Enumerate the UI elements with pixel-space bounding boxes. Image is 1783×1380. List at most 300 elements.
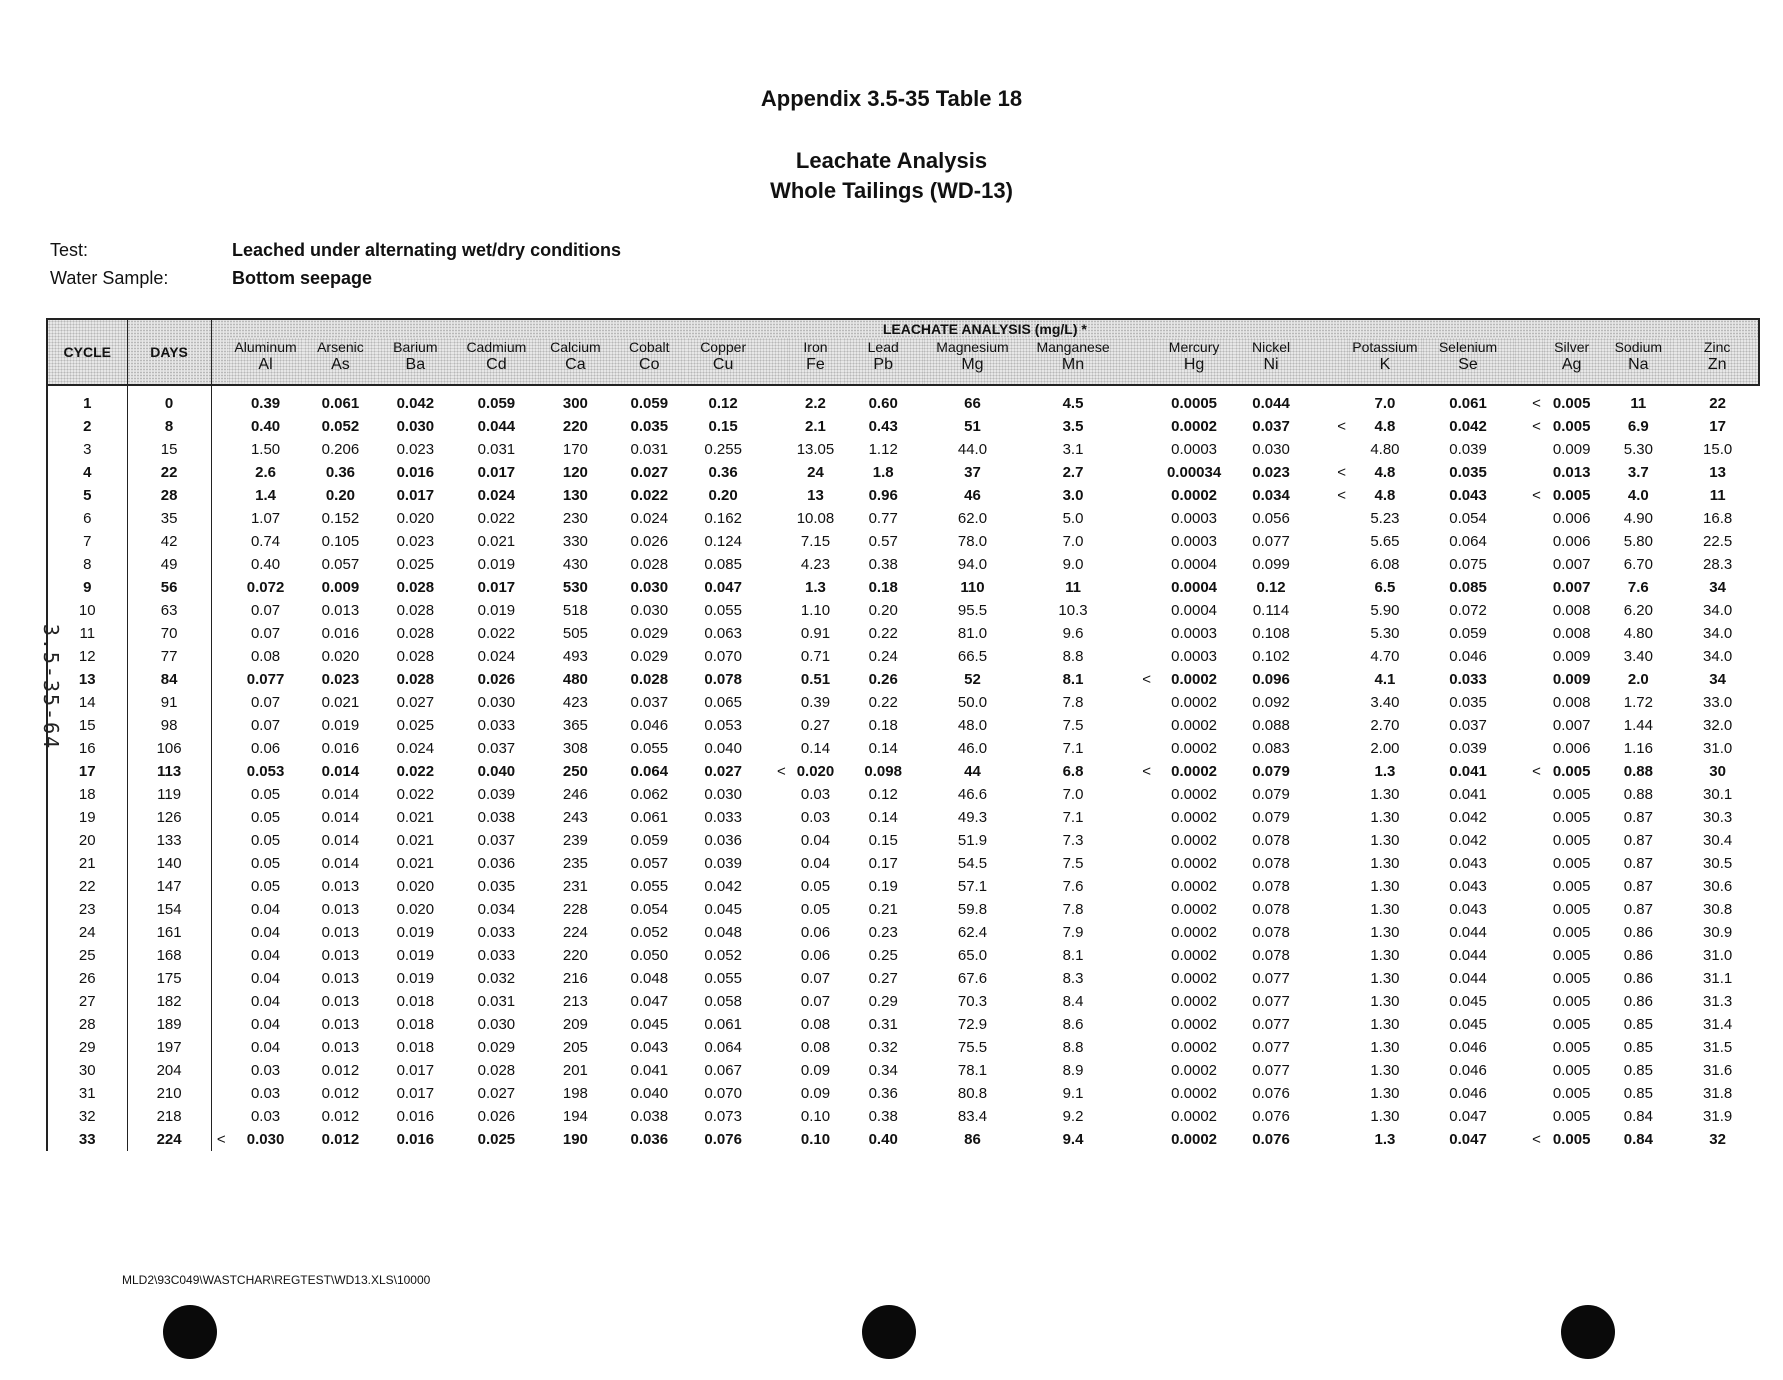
days-cell: 98 (127, 714, 211, 737)
value-cell: 0.0002 (1171, 993, 1218, 1010)
value-cell: 0.046 (1449, 1039, 1487, 1056)
value-cell: 1.3 (1374, 763, 1396, 780)
less-than-flag (1124, 944, 1153, 967)
value-cell: 49.3 (957, 809, 988, 826)
less-than-flag (211, 1105, 227, 1128)
value-cell: 0.077 (1252, 533, 1290, 550)
value-cell: 0.014 (321, 763, 360, 780)
value-cell: 0.024 (630, 510, 669, 527)
value-cell: 2.7 (1062, 464, 1084, 481)
value-cell: 0.043 (1449, 855, 1487, 872)
element-name-k: Potassium (1348, 338, 1422, 356)
leachate-table-container (46, 318, 1760, 1186)
value-cell: 0.008 (1552, 694, 1591, 711)
spacer-header (211, 338, 227, 356)
less-than-flag (1124, 1105, 1153, 1128)
value-cell: 198 (562, 1085, 588, 1102)
value-cell: 0.054 (630, 901, 669, 918)
less-than-flag (1124, 461, 1153, 484)
value-cell: 0.27 (868, 970, 898, 987)
value-cell: 0.079 (1252, 763, 1290, 780)
less-than-flag (211, 875, 227, 898)
value-cell: 0.14 (868, 809, 898, 826)
leachate-table (46, 318, 1760, 1151)
value-cell: 243 (562, 809, 588, 826)
value-cell: 0.023 (396, 533, 435, 550)
table-row (47, 415, 1759, 438)
element-name-ag: Silver (1543, 338, 1600, 356)
less-than-flag (1307, 990, 1348, 1013)
value-cell: 0.114 (1252, 602, 1290, 619)
table-row (47, 1082, 1759, 1105)
value-cell: 2.1 (805, 418, 826, 435)
less-than-flag (1514, 599, 1543, 622)
less-than-flag (759, 645, 788, 668)
less-than-flag (1307, 1082, 1348, 1105)
value-cell: 9.6 (1062, 625, 1084, 642)
table-subtitle: Leachate Analysis (795, 148, 988, 173)
value-cell: 0.033 (1449, 671, 1487, 688)
less-than-flag (211, 1082, 227, 1105)
less-than-flag (1124, 530, 1153, 553)
value-cell: 6.08 (1370, 556, 1400, 573)
value-cell: 0.08 (800, 1039, 831, 1056)
value-cell: 0.18 (868, 579, 898, 596)
value-cell: 0.019 (321, 717, 360, 734)
value-cell: 13 (807, 487, 824, 504)
less-than-flag (1514, 944, 1543, 967)
value-cell: 0.12 (708, 395, 738, 412)
less-than-flag (1514, 645, 1543, 668)
value-cell: 0.0002 (1171, 1016, 1218, 1033)
value-cell: 0.013 (321, 993, 360, 1010)
value-cell: 0.009 (1552, 671, 1591, 688)
value-cell: 0.88 (1623, 763, 1653, 780)
value-cell: 0.005 (1552, 1062, 1591, 1079)
cycle-cell: 2 (47, 415, 127, 438)
value-cell: 0.14 (868, 740, 898, 757)
less-than-flag (759, 622, 788, 645)
value-cell: 5.90 (1370, 602, 1400, 619)
days-header (127, 319, 211, 385)
value-cell: 423 (562, 694, 588, 711)
value-cell: 0.016 (396, 464, 435, 481)
value-cell: 11 (1709, 487, 1726, 504)
value-cell: 0.064 (1449, 533, 1487, 550)
days-cell: 8 (127, 415, 211, 438)
value-cell: 94.0 (957, 556, 988, 573)
value-cell: 0.050 (630, 947, 669, 964)
file-path-footer: MLD2\93C049\WASTCHAR\REGTEST\WD13.XLS\10000 (122, 1273, 431, 1287)
spacer-header (1307, 338, 1348, 356)
value-cell: 0.013 (321, 1039, 360, 1056)
value-cell: 0.005 (1552, 993, 1591, 1010)
value-cell: 5.80 (1623, 533, 1653, 550)
value-cell: 6.5 (1374, 579, 1396, 596)
value-cell: 1.30 (1370, 924, 1400, 941)
value-cell: 480 (562, 671, 588, 688)
value-cell: 0.044 (477, 418, 516, 435)
value-cell: 0.008 (1552, 602, 1591, 619)
value-cell: 0.0003 (1171, 533, 1218, 550)
value-cell: 0.00034 (1166, 464, 1222, 481)
value-cell: 32.0 (1703, 717, 1733, 734)
days-cell: 91 (127, 691, 211, 714)
less-than-flag (1124, 967, 1153, 990)
days-cell: 28 (127, 484, 211, 507)
value-cell: 30.9 (1703, 924, 1733, 941)
value-cell: 15.0 (1703, 441, 1733, 458)
value-cell: 31.8 (1703, 1085, 1733, 1102)
value-cell: 95.5 (957, 602, 988, 619)
value-cell: 0.019 (477, 556, 516, 573)
table-row (47, 967, 1759, 990)
less-than-flag (759, 461, 788, 484)
value-cell: 0.059 (630, 395, 669, 412)
value-cell: 0.04 (250, 1039, 281, 1056)
less-than-flag (759, 553, 788, 576)
value-cell: 0.0003 (1171, 441, 1218, 458)
value-cell: 0.088 (1252, 717, 1290, 734)
value-cell: 0.045 (1449, 993, 1487, 1010)
value-cell: 8.8 (1062, 1039, 1084, 1056)
value-cell: 0.029 (477, 1039, 516, 1056)
value-cell: 493 (562, 648, 588, 665)
value-cell: 0.040 (477, 763, 516, 780)
less-than-flag (1307, 645, 1348, 668)
value-cell: 0.028 (396, 648, 435, 665)
less-than-flag (1124, 921, 1153, 944)
value-cell: 0.047 (1449, 1131, 1487, 1148)
value-cell: 0.042 (396, 395, 435, 412)
value-cell: 0.38 (868, 556, 898, 573)
cycle-cell: 29 (47, 1036, 127, 1059)
value-cell: 0.038 (477, 809, 516, 826)
less-than-flag (1124, 1013, 1153, 1036)
value-cell: 0.044 (1449, 970, 1487, 987)
value-cell: 30.4 (1703, 832, 1733, 849)
table-row (47, 530, 1759, 553)
value-cell: 4.8 (1374, 464, 1396, 481)
page-number-side: 3.5-35-64 (39, 623, 64, 751)
value-cell: 0.037 (477, 740, 516, 757)
value-cell: 0.005 (1552, 947, 1591, 964)
value-cell: 0.005 (1552, 970, 1591, 987)
value-cell: 7.0 (1062, 786, 1084, 803)
value-cell: 34 (1709, 579, 1726, 596)
element-symbol-zn: Zn (1676, 356, 1759, 385)
value-cell: 0.005 (1552, 878, 1591, 895)
value-cell: 0.60 (868, 395, 898, 412)
value-cell: 17 (1709, 418, 1726, 435)
value-cell: 0.84 (1623, 1108, 1653, 1125)
value-cell: 0.020 (396, 878, 435, 895)
value-cell: 330 (562, 533, 588, 550)
value-cell: 8.1 (1062, 947, 1084, 964)
value-cell: 0.029 (630, 648, 669, 665)
days-cell: 204 (127, 1059, 211, 1082)
less-than-flag (211, 1059, 227, 1082)
test-label: Test: (50, 240, 89, 260)
less-than-flag: < (1142, 763, 1152, 780)
value-cell: 216 (562, 970, 588, 987)
less-than-flag (1124, 829, 1153, 852)
value-cell: 0.058 (704, 993, 742, 1010)
value-cell: 0.017 (396, 487, 435, 504)
value-cell: 0.025 (477, 1131, 516, 1148)
value-cell: 0.027 (396, 694, 435, 711)
value-cell: 0.012 (321, 1108, 360, 1125)
cycle-cell: 8 (47, 553, 127, 576)
value-cell: 0.51 (800, 671, 831, 688)
value-cell: 2.70 (1370, 717, 1400, 734)
table-row (47, 852, 1759, 875)
less-than-flag (759, 1082, 788, 1105)
value-cell: 7.5 (1062, 717, 1084, 734)
value-cell: 0.12 (1256, 579, 1286, 596)
value-cell: 7.1 (1062, 740, 1084, 757)
value-cell: 0.007 (1552, 579, 1591, 596)
value-cell: 0.042 (1449, 832, 1487, 849)
less-than-flag (1307, 783, 1348, 806)
value-cell: 30.6 (1703, 878, 1733, 895)
less-than-flag (1307, 898, 1348, 921)
table-row (47, 898, 1759, 921)
value-cell: 0.026 (630, 533, 669, 550)
value-cell: 0.012 (321, 1062, 360, 1079)
value-cell: 0.044 (1449, 924, 1487, 941)
value-cell: 0.14 (800, 740, 831, 757)
value-cell: 0.024 (396, 740, 435, 757)
element-symbol-al: Al (228, 356, 304, 385)
value-cell: 0.10 (800, 1108, 831, 1125)
value-cell: 0.096 (1252, 671, 1290, 688)
table-row (47, 806, 1759, 829)
value-cell: 3.40 (1623, 648, 1653, 665)
less-than-flag (1124, 576, 1153, 599)
value-cell: 4.23 (800, 556, 831, 573)
less-than-flag (1514, 1036, 1543, 1059)
value-cell: 1.30 (1370, 901, 1400, 918)
value-cell: 0.073 (704, 1108, 742, 1125)
days-cell: 182 (127, 990, 211, 1013)
value-cell: 0.07 (250, 694, 281, 711)
value-cell: 9.2 (1062, 1108, 1084, 1125)
less-than-flag (1307, 1128, 1348, 1151)
less-than-flag (1514, 806, 1543, 829)
value-cell: 0.20 (868, 602, 898, 619)
value-cell: 0.87 (1623, 901, 1653, 918)
cycle-cell: 9 (47, 576, 127, 599)
table-row (47, 622, 1759, 645)
value-cell: 0.0002 (1171, 832, 1218, 849)
value-cell: 3.40 (1370, 694, 1400, 711)
table-row (47, 385, 1759, 415)
element-symbol-ba: Ba (377, 356, 453, 385)
value-cell: 0.40 (868, 1131, 898, 1148)
value-cell: 0.033 (477, 947, 516, 964)
value-cell: 0.05 (250, 855, 281, 872)
value-cell: 0.005 (1552, 763, 1591, 780)
table-row (47, 760, 1759, 783)
value-cell: 0.061 (321, 395, 360, 412)
days-cell: 126 (127, 806, 211, 829)
value-cell: 37 (964, 464, 981, 481)
days-cell: 175 (127, 967, 211, 990)
days-cell: 84 (127, 668, 211, 691)
value-cell: 5.65 (1370, 533, 1400, 550)
value-cell: 0.037 (1252, 418, 1290, 435)
value-cell: 0.12 (868, 786, 898, 803)
value-cell: 0.045 (704, 901, 742, 918)
cycle-cell: 11 (47, 622, 127, 645)
value-cell: 5.0 (1062, 510, 1084, 527)
less-than-flag: < (1142, 671, 1152, 688)
value-cell: 7.0 (1062, 533, 1084, 550)
less-than-flag (1514, 530, 1543, 553)
less-than-flag (1307, 576, 1348, 599)
value-cell: 9.4 (1062, 1131, 1084, 1148)
days-cell: 154 (127, 898, 211, 921)
value-cell: 22 (1709, 395, 1726, 412)
value-cell: 4.80 (1370, 441, 1400, 458)
less-than-flag (1307, 714, 1348, 737)
days-cell: 161 (127, 921, 211, 944)
value-cell: 1.30 (1370, 947, 1400, 964)
value-cell: 0.020 (396, 901, 435, 918)
value-cell: 0.88 (1623, 786, 1653, 803)
value-cell: 34.0 (1703, 625, 1733, 642)
value-cell: 0.43 (868, 418, 898, 435)
table-row (47, 1128, 1759, 1151)
days-cell: 63 (127, 599, 211, 622)
value-cell: 0.36 (868, 1085, 898, 1102)
value-cell: 0.077 (1252, 993, 1290, 1010)
value-cell: 0.23 (868, 924, 898, 941)
value-cell: 0.21 (868, 901, 898, 918)
value-cell: 201 (562, 1062, 588, 1079)
value-cell: 0.055 (630, 740, 669, 757)
element-name-cd: Cadmium (453, 338, 539, 356)
less-than-flag (1307, 875, 1348, 898)
less-than-flag (1307, 921, 1348, 944)
value-cell: 0.019 (396, 970, 435, 987)
less-than-flag (1514, 783, 1543, 806)
value-cell: 228 (562, 901, 588, 918)
value-cell: 1.4 (255, 487, 276, 504)
value-cell: 0.083 (1252, 740, 1290, 757)
value-cell: 0.012 (321, 1131, 360, 1148)
element-name-co: Cobalt (611, 338, 687, 356)
value-cell: 0.057 (321, 556, 360, 573)
value-cell: 0.22 (868, 694, 898, 711)
value-cell: 0.005 (1552, 832, 1591, 849)
value-cell: 0.40 (250, 418, 281, 435)
value-cell: 0.029 (630, 625, 669, 642)
value-cell: 7.8 (1062, 901, 1084, 918)
value-cell: 0.005 (1552, 1108, 1591, 1125)
value-cell: 0.86 (1623, 924, 1653, 941)
value-cell: 5.30 (1623, 441, 1653, 458)
value-cell: 0.005 (1552, 395, 1591, 412)
value-cell: 57.1 (957, 878, 988, 895)
value-cell: 0.86 (1623, 970, 1653, 987)
value-cell: 0.077 (1252, 1039, 1290, 1056)
value-cell: 0.031 (630, 441, 669, 458)
value-cell: 0.006 (1552, 740, 1591, 757)
less-than-flag (759, 806, 788, 829)
element-symbol-ca: Ca (539, 356, 611, 385)
value-cell: 67.6 (957, 970, 988, 987)
value-cell: 0.32 (868, 1039, 898, 1056)
value-cell: 66.5 (957, 648, 988, 665)
value-cell: 0.043 (630, 1039, 669, 1056)
cycle-cell: 26 (47, 967, 127, 990)
value-cell: 0.043 (1449, 487, 1487, 504)
cycle-cell: 3 (47, 438, 127, 461)
less-than-flag (211, 829, 227, 852)
value-cell: 0.021 (396, 809, 435, 826)
cycle-cell: 28 (47, 1013, 127, 1036)
value-cell: 0.052 (321, 418, 360, 435)
cycle-cell: 12 (47, 645, 127, 668)
value-cell: 0.078 (704, 671, 742, 688)
value-cell: 0.0004 (1171, 579, 1218, 596)
value-cell: 7.9 (1062, 924, 1084, 941)
value-cell: 0.005 (1552, 855, 1591, 872)
less-than-flag (759, 875, 788, 898)
value-cell: 0.0002 (1171, 763, 1218, 780)
less-than-flag (211, 737, 227, 760)
cycle-cell: 22 (47, 875, 127, 898)
less-than-flag (759, 898, 788, 921)
less-than-flag (759, 1105, 788, 1128)
element-name-zn: Zinc (1676, 338, 1759, 356)
value-cell: 0.74 (250, 533, 281, 550)
value-cell: 0.052 (704, 947, 742, 964)
value-cell: 0.05 (250, 809, 281, 826)
days-cell: 35 (127, 507, 211, 530)
value-cell: 0.078 (1252, 901, 1290, 918)
value-cell: 9.0 (1062, 556, 1084, 573)
value-cell: 51 (964, 418, 981, 435)
value-cell: 0.013 (321, 947, 360, 964)
less-than-flag (759, 944, 788, 967)
spacer-header (1514, 356, 1543, 385)
value-cell: 0.05 (250, 832, 281, 849)
value-cell: 0.030 (246, 1131, 285, 1148)
less-than-flag (1124, 898, 1153, 921)
element-symbol-cd: Cd (453, 356, 539, 385)
value-cell: 0.012 (321, 1085, 360, 1102)
cycle-cell: 20 (47, 829, 127, 852)
value-cell: 30 (1709, 763, 1726, 780)
less-than-flag (1124, 737, 1153, 760)
element-name-na: Sodium (1600, 338, 1676, 356)
value-cell: 0.044 (1449, 947, 1487, 964)
less-than-flag (1514, 714, 1543, 737)
value-cell: 0.020 (321, 648, 360, 665)
value-cell: 0.039 (704, 855, 742, 872)
less-than-flag (211, 484, 227, 507)
value-cell: 230 (562, 510, 588, 527)
value-cell: 0.047 (704, 579, 742, 596)
value-cell: 0.34 (868, 1062, 898, 1079)
value-cell: 0.040 (704, 740, 742, 757)
value-cell: 0.91 (800, 625, 831, 642)
value-cell: 6.20 (1623, 602, 1653, 619)
value-cell: 300 (562, 395, 588, 412)
